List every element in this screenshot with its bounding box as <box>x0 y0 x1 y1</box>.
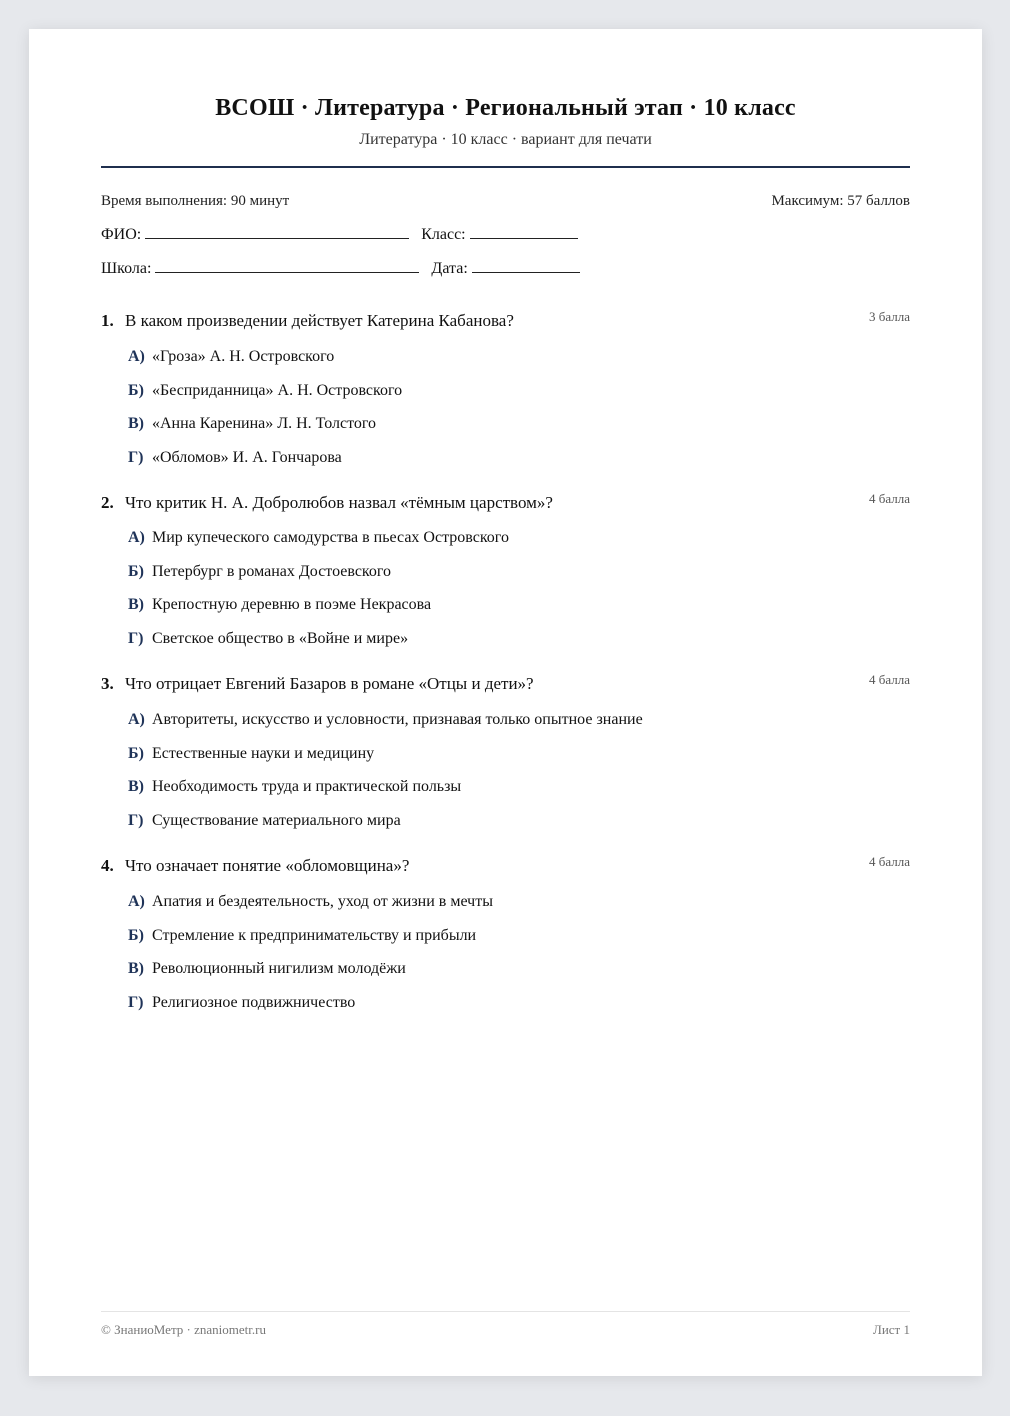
question-header <box>101 492 910 514</box>
option-letter: Б) <box>128 381 144 399</box>
question-2 <box>101 492 910 650</box>
exam-sheet <box>29 29 982 1376</box>
option-b[interactable] <box>128 743 910 765</box>
option-text: Апатия и бездеятельность, уход от жизни в мечты <box>152 893 493 910</box>
question-1 <box>101 310 910 469</box>
option-letter: Г) <box>128 448 144 466</box>
time-limit: Время выполнения: 90 минут <box>101 193 290 209</box>
option-letter: А) <box>128 893 145 910</box>
question-points: 4 балла <box>869 854 910 869</box>
option-g[interactable] <box>128 810 910 832</box>
school-label: Школа: <box>101 260 152 277</box>
option-text: Существование материального мира <box>152 811 401 829</box>
option-text: Стремление к предпринимательству и прибыли <box>152 926 477 944</box>
sheet-content <box>101 29 910 1376</box>
option-b[interactable] <box>128 380 910 402</box>
option-letter: В) <box>128 960 144 977</box>
class-label: Класс: <box>421 226 466 243</box>
option-a[interactable] <box>128 709 910 731</box>
option-text: «Анна Каренина» Л. Н. Толстого <box>152 415 377 432</box>
question-text: Что отрицает Евгений Базаров в романе «Отцы и дети»? <box>125 674 534 693</box>
question-text: Что означает понятие «обломовщина»? <box>125 856 410 875</box>
question-header <box>101 673 910 695</box>
question-text: В каком произведении действует Катерина Кабанова? <box>125 311 514 330</box>
option-a[interactable] <box>128 527 910 549</box>
option-text: Крепостную деревню в поэме Некрасова <box>152 596 432 613</box>
option-letter: А) <box>128 529 145 546</box>
option-text: Революционный нигилизм молодёжи <box>152 960 406 977</box>
footer-divider <box>101 1311 910 1312</box>
option-a[interactable] <box>128 346 910 368</box>
option-text: «Бесприданница» А. Н. Островского <box>152 381 403 399</box>
option-letter: А) <box>128 348 145 365</box>
option-text: Необходимость труда и практической пользы <box>152 778 462 795</box>
option-b[interactable] <box>128 561 910 583</box>
footer-copyright: © ЗнаниоМетр · znaniometr.ru <box>101 1322 266 1337</box>
option-letter: Б) <box>128 562 144 580</box>
option-a[interactable] <box>128 891 910 913</box>
question-points: 3 балла <box>869 309 910 324</box>
header-divider <box>101 166 910 168</box>
option-g[interactable] <box>128 447 910 469</box>
page-subtitle: Литература · 10 класс · вариант для печати <box>359 131 652 148</box>
fio-class-row <box>101 226 578 244</box>
max-score: Максимум: 57 баллов <box>771 193 910 209</box>
question-4 <box>101 855 910 1014</box>
option-text: Авторитеты, искусство и условности, признавая только опытное знание <box>152 711 643 728</box>
option-v[interactable] <box>128 776 910 798</box>
option-v[interactable] <box>128 958 910 980</box>
date-blank[interactable] <box>472 271 580 273</box>
footer-page-number: Лист 1 <box>873 1322 910 1337</box>
question-points: 4 балла <box>869 672 910 687</box>
date-label: Дата: <box>431 260 468 277</box>
option-letter: Б) <box>128 744 144 762</box>
option-letter: Г) <box>128 993 144 1011</box>
question-number: 1. <box>101 311 114 330</box>
school-date-row <box>101 260 580 278</box>
option-letter: Б) <box>128 926 144 944</box>
option-b[interactable] <box>128 925 910 947</box>
question-3 <box>101 673 910 832</box>
option-text: Естественные науки и медицину <box>152 744 375 762</box>
option-letter: Г) <box>128 811 144 829</box>
question-number: 3. <box>101 674 114 693</box>
question-number: 2. <box>101 493 114 512</box>
option-g[interactable] <box>128 992 910 1014</box>
class-blank[interactable] <box>470 237 578 239</box>
option-v[interactable] <box>128 413 910 435</box>
option-text: Петербург в романах Достоевского <box>152 562 392 580</box>
school-blank[interactable] <box>155 271 419 273</box>
option-text: Религиозное подвижничество <box>152 993 356 1011</box>
option-text: «Гроза» А. Н. Островского <box>152 348 335 365</box>
meta-row <box>101 193 910 210</box>
question-header <box>101 855 910 877</box>
page-title: ВСОШ · Литература · Региональный этап · 10 класс <box>215 95 796 121</box>
option-letter: Г) <box>128 629 144 647</box>
option-text: Светское общество в «Войне и мире» <box>152 629 409 647</box>
option-g[interactable] <box>128 628 910 650</box>
fio-blank[interactable] <box>145 237 409 239</box>
option-letter: В) <box>128 415 144 432</box>
option-v[interactable] <box>128 594 910 616</box>
option-letter: В) <box>128 778 144 795</box>
option-letter: В) <box>128 596 144 613</box>
question-number: 4. <box>101 856 114 875</box>
option-text: «Обломов» И. А. Гончарова <box>152 448 342 466</box>
option-text: Мир купеческого самодурства в пьесах Островского <box>152 529 509 546</box>
question-text: Что критик Н. А. Добролюбов назвал «тёмным царством»? <box>125 493 553 512</box>
option-letter: А) <box>128 711 145 728</box>
fio-label: ФИО: <box>101 226 142 243</box>
question-points: 4 балла <box>869 491 910 506</box>
question-header <box>101 310 910 332</box>
